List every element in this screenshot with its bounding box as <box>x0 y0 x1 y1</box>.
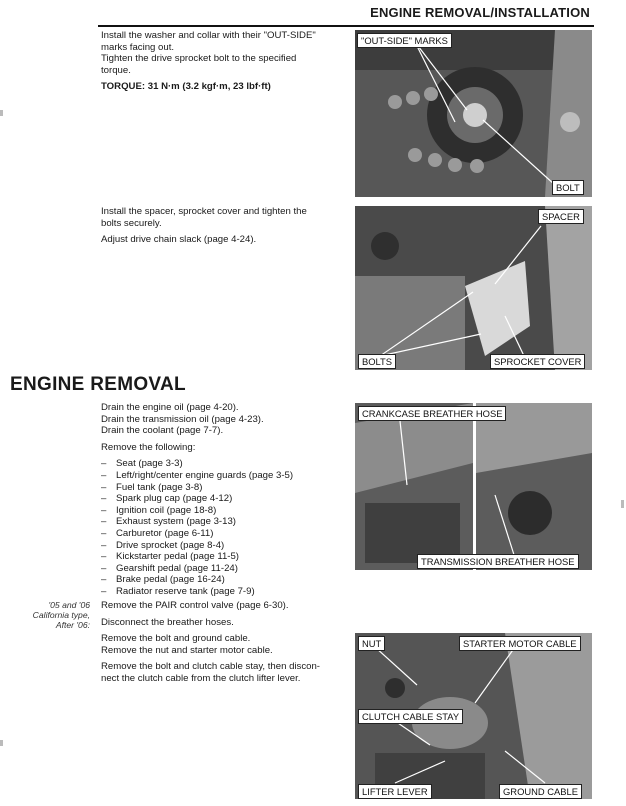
list-item: – Radiator reserve tank (page 7-9) <box>101 586 346 598</box>
list-item: – Brake pedal (page 16-24) <box>101 574 346 586</box>
figure-sprocket-cover <box>355 206 592 370</box>
remove-intro: Remove the following: <box>101 441 196 453</box>
text-line: Adjust drive chain slack (page 4-24). <box>101 234 257 246</box>
scan-edge-mark <box>0 110 3 116</box>
list-item: – Kickstarter pedal (page 11-5) <box>101 551 346 563</box>
callout-transmission-breather-hose: TRANSMISSION BREATHER HOSE <box>417 554 579 569</box>
text-line: Remove the bolt and clutch cable stay, then discon- <box>101 661 321 673</box>
text-line: Drain the coolant (page 7-7). <box>101 425 224 437</box>
text-line: Remove the nut and starter motor cable. <box>101 644 273 656</box>
sprocket-cover-paragraph <box>101 206 351 229</box>
page-header <box>98 0 594 27</box>
text-line: Drain the engine oil (page 4-20). <box>101 402 239 413</box>
model-side-note <box>30 600 90 630</box>
sprocket-install-text <box>101 30 351 98</box>
callout-bolt: BOLT <box>552 180 584 195</box>
list-item: – Left/right/center engine guards (page 3-5) <box>101 470 346 482</box>
pair-valve-step: Remove the PAIR control valve (page 6-30). <box>101 600 289 611</box>
chain-slack-paragraph <box>101 234 351 246</box>
engine-removal-steps-2 <box>101 600 351 690</box>
section-heading: ENGINE REMOVAL <box>10 374 186 395</box>
text-line: Tighten the drive sprocket bolt to the specified <box>101 53 297 65</box>
list-item: – Seat (page 3-3) <box>101 458 346 470</box>
callout-outside-marks: "OUT-SIDE" MARKS <box>357 33 452 48</box>
callout-clutch-cable-stay: CLUTCH CABLE STAY <box>358 709 463 724</box>
callout-sprocket-cover: SPROCKET COVER <box>490 354 585 369</box>
sprocket-photo-art <box>355 30 592 197</box>
breather-step: Disconnect the breather hoses. <box>101 616 234 628</box>
text-line: Install the spacer, sprocket cover and tighten the <box>101 206 307 217</box>
list-item: – Drive sprocket (page 8-4) <box>101 540 346 552</box>
scan-edge-mark <box>0 740 3 746</box>
figure-drive-sprocket <box>355 30 592 197</box>
sprocket-cover-photo-art <box>355 206 592 370</box>
text-line: marks facing out. <box>101 41 175 53</box>
text-line: Install the washer and collar with their "OUT-SIDE" <box>101 30 316 41</box>
list-item: – Fuel tank (page 3-8) <box>101 482 346 494</box>
drain-paragraph <box>101 402 346 437</box>
bolt-step <box>101 633 351 656</box>
callout-crankcase-breather-hose: CRANKCASE BREATHER HOSE <box>358 406 506 421</box>
text-line: Remove the bolt and ground cable. <box>101 633 251 645</box>
header-title: ENGINE REMOVAL/INSTALLATION <box>370 5 590 20</box>
callout-bolts: BOLTS <box>358 354 396 369</box>
torque-spec: TORQUE: 31 N·m (3.2 kgf·m, 23 lbf·ft) <box>101 81 271 93</box>
text-line: California type, <box>32 610 90 620</box>
breather-photo-art <box>355 403 592 570</box>
figure-breather-hoses <box>355 403 592 570</box>
list-item: – Carburetor (page 6-11) <box>101 528 346 540</box>
figure-starter-clutch <box>355 633 592 799</box>
callout-starter-motor-cable: STARTER MOTOR CABLE <box>459 636 581 651</box>
clutch-step <box>101 661 351 684</box>
scan-edge-mark <box>621 500 624 508</box>
list-item: – Gearshift pedal (page 11-24) <box>101 563 346 575</box>
callout-ground-cable: GROUND CABLE <box>499 784 582 799</box>
text-line: nect the clutch cable from the clutch lifter lever. <box>101 672 301 684</box>
list-item: – Spark plug cap (page 4-12) <box>101 493 346 505</box>
text-line: '05 and '06 <box>48 600 90 610</box>
engine-removal-steps <box>101 402 346 598</box>
callout-lifter-lever: LIFTER LEVER <box>358 784 432 799</box>
list-item: – Exhaust system (page 3-13) <box>101 516 346 528</box>
sprocket-install-paragraph <box>101 30 351 76</box>
text-line: bolts securely. <box>101 217 162 229</box>
text-line: After '06: <box>55 620 90 630</box>
callout-nut: NUT <box>358 636 385 651</box>
sprocket-cover-text <box>101 206 351 251</box>
text-line: torque. <box>101 64 131 76</box>
callout-spacer: SPACER <box>538 209 584 224</box>
remove-list <box>101 458 346 597</box>
list-item: – Ignition coil (page 18-8) <box>101 505 346 517</box>
text-line: Drain the transmission oil (page 4-23). <box>101 413 264 425</box>
